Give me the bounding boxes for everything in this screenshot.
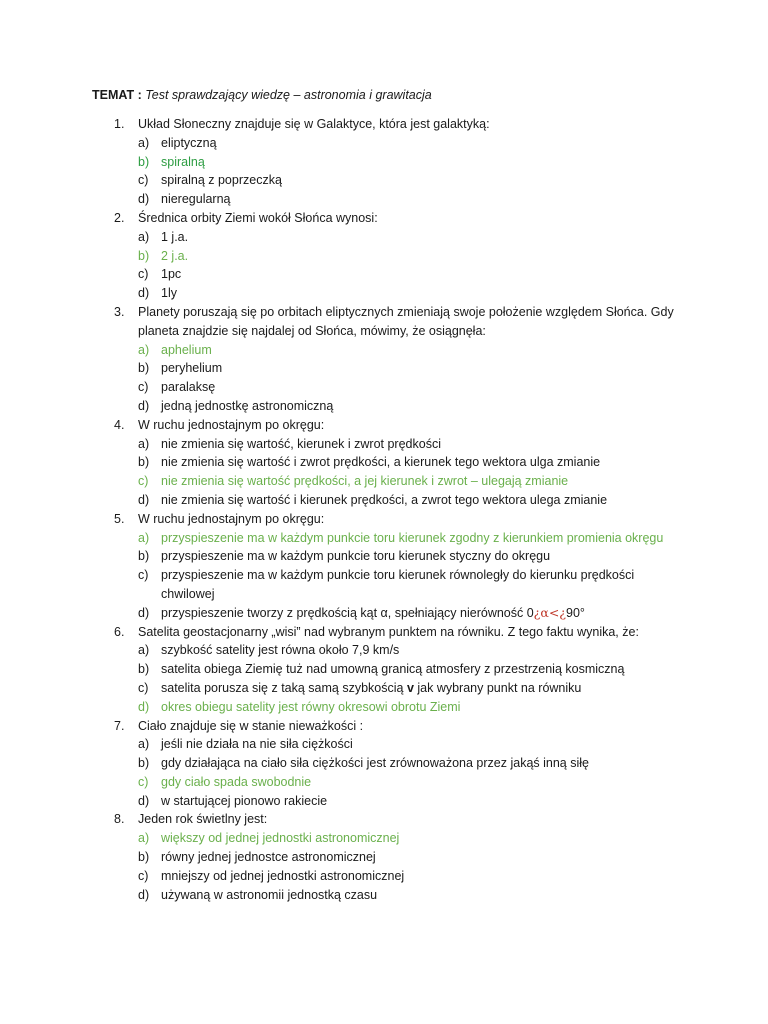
option-text-tail: jak wybrany punkt na równiku (413, 680, 582, 695)
option-text: okres obiegu satelity jest równy okresowi obrotu Ziemi (161, 699, 461, 714)
option-a-correct (0, 529, 681, 548)
option-letter: d) (138, 492, 150, 507)
option-text: 1pc (161, 267, 182, 282)
option-letter: b) (138, 662, 150, 677)
question-text-content: Średnica orbity Ziemi wokół Słońca wynosi: (138, 210, 378, 225)
option-letter: a) (138, 342, 150, 357)
option-c (0, 378, 681, 397)
question-number: 1. (114, 117, 125, 131)
option-text: 2 j.a. (161, 248, 189, 263)
option-letter: a) (138, 737, 150, 752)
question-2 (0, 209, 768, 303)
question-text (0, 303, 678, 341)
option-letter: c) (138, 173, 149, 188)
option-text: nie zmienia się wartość i kierunek prędkości, a zwrot tego wektora ulega zmianie (161, 492, 608, 507)
option-text: używaną w astronomii jednostką czasu (161, 887, 378, 902)
question-text (0, 115, 678, 134)
inequality-symbol: ¿α<¿ (533, 604, 566, 620)
question-list (0, 115, 768, 904)
option-text: peryhelium (161, 361, 223, 376)
option-a-correct (0, 829, 681, 848)
option-d (0, 886, 681, 905)
title-label: TEMAT : (92, 88, 142, 102)
option-text: nie zmienia się wartość, kierunek i zwrot prędkości (161, 436, 441, 451)
question-text (0, 623, 678, 642)
option-c (0, 265, 681, 284)
option-letter: c) (138, 474, 149, 489)
question-1 (0, 115, 768, 209)
option-text: w startującej pionowo rakiecie (161, 793, 328, 808)
option-text: satelita porusza się z taką samą szybkością (161, 680, 407, 695)
page-title (92, 86, 432, 105)
option-c (0, 867, 681, 886)
option-text: spiralną (161, 154, 205, 169)
option-letter: c) (138, 868, 149, 883)
option-c (0, 679, 681, 698)
option-b-correct (0, 247, 681, 266)
option-letter: a) (138, 530, 150, 545)
option-b (0, 453, 681, 472)
option-text: większy od jednej jednostki astronomicznej (161, 831, 400, 846)
option-d (0, 190, 681, 209)
option-text: paralaksę (161, 380, 216, 395)
option-letter: b) (138, 455, 150, 470)
option-letter: c) (138, 568, 149, 583)
option-letter: b) (138, 756, 150, 771)
option-b (0, 754, 681, 773)
option-a (0, 228, 681, 247)
question-number: 2. (114, 210, 125, 225)
question-number: 5. (114, 511, 125, 526)
option-c (0, 566, 681, 604)
question-number: 8. (114, 812, 125, 827)
option-b-correct (0, 153, 681, 172)
question-number: 3. (114, 304, 125, 319)
option-c-correct (0, 773, 681, 792)
question-text (0, 209, 678, 228)
option-letter: b) (138, 850, 150, 865)
option-text: nie zmienia się wartość i zwrot prędkości, a kierunek tego wektora ulga zmianie (161, 455, 601, 470)
option-letter: c) (138, 680, 149, 695)
option-text: równy jednej jednostce astronomicznej (161, 850, 376, 865)
option-a (0, 435, 681, 454)
option-text: jedną jednostkę astronomiczną (161, 398, 334, 413)
option-text: przyspieszenie ma w każdym punkcie toru kierunek zgodny z kierunkiem promienia okręgu (161, 530, 664, 545)
option-text: eliptyczną (161, 135, 217, 150)
option-d (0, 284, 681, 303)
option-letter: a) (138, 135, 150, 150)
question-text-content: Satelita geostacjonarny „wisi” nad wybranym punktem na równiku. Z tego faktu wynika, że: (138, 624, 639, 639)
option-text: szybkość satelity jest równa około 7,9 km/s (161, 643, 400, 658)
option-text: przyspieszenie tworzy z prędkością kąt α, spełniający nierówność 0 (161, 605, 534, 620)
option-d (0, 397, 681, 416)
title-subject: Test sprawdzający wiedzę – astronomia i grawitacja (145, 88, 432, 102)
option-letter: b) (138, 248, 150, 263)
option-a-correct (0, 341, 681, 360)
option-a (0, 641, 681, 660)
option-text: 1 j.a. (161, 229, 189, 244)
bold-symbol-v: v (406, 680, 414, 695)
option-text: satelita obiega Ziemię tuż nad umowną granicą atmosfery z przestrzenią kosmiczną (161, 662, 625, 677)
question-text-content: Planety poruszają się po orbitach eliptycznych zmieniają swoje położenie względem Słońca. Gdy planeta znajdzie się najdalej od Słońca, mówimy, że osiągnęła: (138, 304, 674, 338)
option-letter: a) (138, 436, 150, 451)
question-6 (0, 623, 768, 717)
option-letter: b) (138, 361, 150, 376)
question-4 (0, 416, 768, 510)
option-letter: d) (138, 699, 150, 714)
option-text: przyspieszenie ma w każdym punkcie toru kierunek równoległy do kierunku prędkości chwilowej (161, 568, 635, 601)
option-letter: d) (138, 286, 150, 301)
option-letter: a) (138, 643, 150, 658)
option-a (0, 735, 681, 754)
option-text: gdy działająca na ciało siła ciężkości jest zrównoważona przez jakąś inną siłę (161, 756, 589, 771)
question-text-content: W ruchu jednostajnym po okręgu: (138, 417, 325, 432)
option-text: spiralną z poprzeczką (161, 173, 282, 188)
option-letter: a) (138, 831, 150, 846)
option-letter: d) (138, 793, 150, 808)
question-7 (0, 717, 768, 811)
question-3 (0, 303, 768, 416)
question-5 (0, 510, 768, 623)
option-d (0, 491, 681, 510)
option-b (0, 547, 681, 566)
option-letter: b) (138, 154, 150, 169)
option-letter: c) (138, 380, 149, 395)
option-letter: d) (138, 192, 150, 207)
question-text (0, 510, 678, 529)
option-b (0, 660, 681, 679)
option-b (0, 848, 681, 867)
question-text (0, 810, 678, 829)
option-letter: c) (138, 267, 149, 282)
question-text (0, 717, 678, 736)
option-text: gdy ciało spada swobodnie (161, 774, 312, 789)
option-text-tail: 90° (566, 605, 585, 620)
option-letter: d) (138, 605, 150, 620)
question-number: 6. (114, 624, 125, 639)
option-letter: d) (138, 398, 150, 413)
question-number: 4. (114, 417, 125, 432)
question-number: 7. (114, 718, 125, 733)
question-text-content: W ruchu jednostajnym po okręgu: (138, 511, 325, 526)
question-text-content: Układ Słoneczny znajduje się w Galaktyce, która jest galaktyką: (138, 117, 490, 131)
option-text: 1ly (161, 286, 177, 301)
option-text: nie zmienia się wartość prędkości, a jej kierunek i zwrot – ulegają zmianie (161, 474, 569, 489)
option-letter: a) (138, 229, 150, 244)
option-letter: b) (138, 549, 150, 564)
option-c-correct (0, 472, 681, 491)
option-text: przyspieszenie ma w każdym punkcie toru kierunek styczny do okręgu (161, 549, 551, 564)
question-text (0, 416, 678, 435)
option-d (0, 604, 681, 623)
option-a (0, 134, 681, 153)
option-letter: d) (138, 887, 150, 902)
option-letter: c) (138, 774, 149, 789)
option-c (0, 171, 681, 190)
option-text: jeśli nie działa na nie siła ciężkości (161, 737, 353, 752)
option-text: aphelium (161, 342, 212, 357)
option-b (0, 359, 681, 378)
option-text: nieregularną (161, 192, 231, 207)
question-8 (0, 810, 768, 904)
option-text: mniejszy od jednej jednostki astronomicznej (161, 868, 405, 883)
option-d (0, 792, 681, 811)
question-text-content: Ciało znajduje się w stanie nieważkości : (138, 718, 364, 733)
option-d-correct (0, 698, 681, 717)
question-text-content: Jeden rok świetlny jest: (138, 812, 268, 827)
